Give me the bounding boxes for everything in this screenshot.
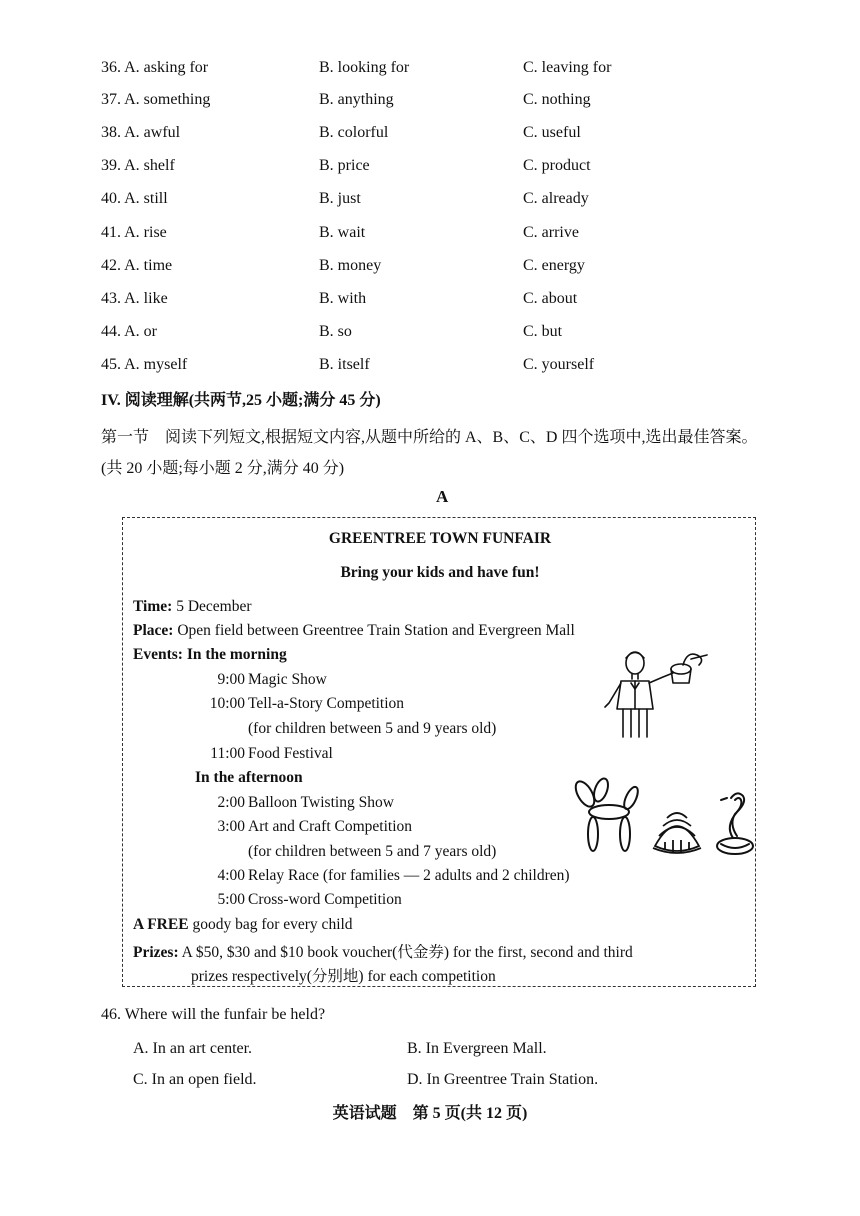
option-b: B. money bbox=[319, 257, 382, 274]
notice-subtitle: Bring your kids and have fun! bbox=[340, 564, 540, 581]
event-name: Balloon Twisting Show bbox=[248, 794, 394, 811]
option-b: B. with bbox=[319, 290, 367, 307]
events-label: Events: bbox=[133, 646, 183, 663]
free-gift-line bbox=[133, 916, 353, 934]
option-b: B. looking for bbox=[319, 59, 410, 76]
place-label: Place: bbox=[133, 622, 174, 639]
time-line bbox=[133, 598, 252, 616]
afternoon-label: In the afternoon bbox=[195, 769, 303, 786]
balloon-dog-icon bbox=[571, 776, 641, 858]
option-b: B. itself bbox=[319, 356, 370, 373]
option-a: 44. A. or bbox=[101, 323, 157, 340]
option-a: 36. A. asking for bbox=[101, 59, 209, 76]
option-row-45 bbox=[0, 356, 860, 380]
event-time: 2:00 bbox=[217, 794, 245, 811]
balloon-hat-icon bbox=[649, 796, 705, 858]
funfair-notice bbox=[122, 517, 756, 987]
time-label: Time: bbox=[133, 598, 173, 615]
option-a: 43. A. like bbox=[101, 290, 168, 307]
magician-illustration bbox=[601, 643, 713, 741]
event-note: (for children between 5 and 9 years old) bbox=[248, 720, 497, 737]
section-score: (共 20 小题;每小题 2 分,满分 40 分) bbox=[101, 460, 345, 477]
question-option-c: C. In an open field. bbox=[133, 1071, 257, 1088]
event-time: 5:00 bbox=[217, 891, 245, 908]
passage-letter: A bbox=[436, 487, 449, 506]
section-title: IV. 阅读理解(共两节,25 小题;满分 45 分) bbox=[101, 392, 381, 409]
option-b: B. so bbox=[319, 323, 352, 340]
option-c: C. about bbox=[523, 290, 578, 307]
option-a: 41. A. rise bbox=[101, 224, 167, 241]
option-c: C. useful bbox=[523, 124, 581, 141]
question-option-a: A. In an art center. bbox=[133, 1040, 253, 1057]
prizes-text: A $50, $30 and $10 book voucher(代金券) for the first, second and third bbox=[181, 944, 633, 961]
morning-label: In the morning bbox=[186, 646, 287, 663]
option-a: 45. A. myself bbox=[101, 356, 188, 373]
option-c: C. but bbox=[523, 323, 563, 340]
event-time: 4:00 bbox=[217, 867, 245, 884]
option-c: C. leaving for bbox=[523, 59, 612, 76]
free-text: goody bag for every child bbox=[192, 916, 353, 933]
balloon-swan-icon bbox=[713, 788, 757, 858]
prizes-label: Prizes: bbox=[133, 944, 179, 961]
option-b: B. colorful bbox=[319, 124, 389, 141]
event-name: Magic Show bbox=[248, 671, 327, 688]
place-line bbox=[133, 622, 575, 640]
events-line bbox=[133, 646, 287, 664]
free-label: A FREE bbox=[133, 916, 189, 933]
question-option-d: D. In Greentree Train Station. bbox=[407, 1071, 599, 1088]
place-value: Open field between Greentree Train Station and Evergreen Mall bbox=[177, 622, 575, 639]
event-time: 10:00 bbox=[209, 695, 245, 712]
option-a: 38. A. awful bbox=[101, 124, 181, 141]
question-option-b: B. In Evergreen Mall. bbox=[407, 1040, 547, 1057]
option-row-36 bbox=[0, 59, 860, 83]
prizes-line-2: prizes respectively(分别地) for each competition bbox=[191, 968, 496, 985]
event-name: Art and Craft Competition bbox=[248, 818, 413, 835]
option-row-43 bbox=[0, 290, 860, 314]
option-b: B. just bbox=[319, 190, 361, 207]
option-row-41 bbox=[0, 224, 860, 248]
option-c: C. yourself bbox=[523, 356, 595, 373]
option-row-42 bbox=[0, 257, 860, 281]
page-footer: 英语试题 第 5 页(共 12 页) bbox=[332, 1105, 528, 1122]
event-time: 11:00 bbox=[210, 745, 245, 762]
event-note: (for children between 5 and 7 years old) bbox=[248, 843, 497, 860]
option-a: 42. A. time bbox=[101, 257, 173, 274]
option-row-38 bbox=[0, 124, 860, 148]
notice-title: GREENTREE TOWN FUNFAIR bbox=[328, 530, 552, 547]
option-c: C. energy bbox=[523, 257, 585, 274]
option-row-37 bbox=[0, 91, 860, 115]
option-b: B. price bbox=[319, 157, 370, 174]
event-name: Relay Race (for families — 2 adults and 2 children) bbox=[248, 867, 570, 884]
option-row-39 bbox=[0, 157, 860, 181]
event-name: Cross-word Competition bbox=[248, 891, 402, 908]
option-row-44 bbox=[0, 323, 860, 347]
option-b: B. anything bbox=[319, 91, 394, 108]
option-a: 40. A. still bbox=[101, 190, 168, 207]
option-c: C. nothing bbox=[523, 91, 591, 108]
option-c: C. product bbox=[523, 157, 591, 174]
question-stem: 46. Where will the funfair be held? bbox=[101, 1006, 326, 1023]
option-b: B. wait bbox=[319, 224, 366, 241]
prizes-line bbox=[133, 940, 633, 962]
event-name: Food Festival bbox=[248, 745, 333, 762]
event-time: 9:00 bbox=[217, 671, 245, 688]
option-a: 39. A. shelf bbox=[101, 157, 175, 174]
option-a: 37. A. something bbox=[101, 91, 211, 108]
event-name: Tell-a-Story Competition bbox=[248, 695, 405, 712]
option-row-40 bbox=[0, 190, 860, 214]
section-instructions: 第一节 阅读下列短文,根据短文内容,从题中所给的 A、B、C、D 四个选项中,选出最佳答案。 bbox=[101, 429, 758, 446]
event-time: 3:00 bbox=[217, 818, 245, 835]
time-value: 5 December bbox=[176, 598, 252, 615]
option-c: C. already bbox=[523, 190, 589, 207]
option-c: C. arrive bbox=[523, 224, 579, 241]
